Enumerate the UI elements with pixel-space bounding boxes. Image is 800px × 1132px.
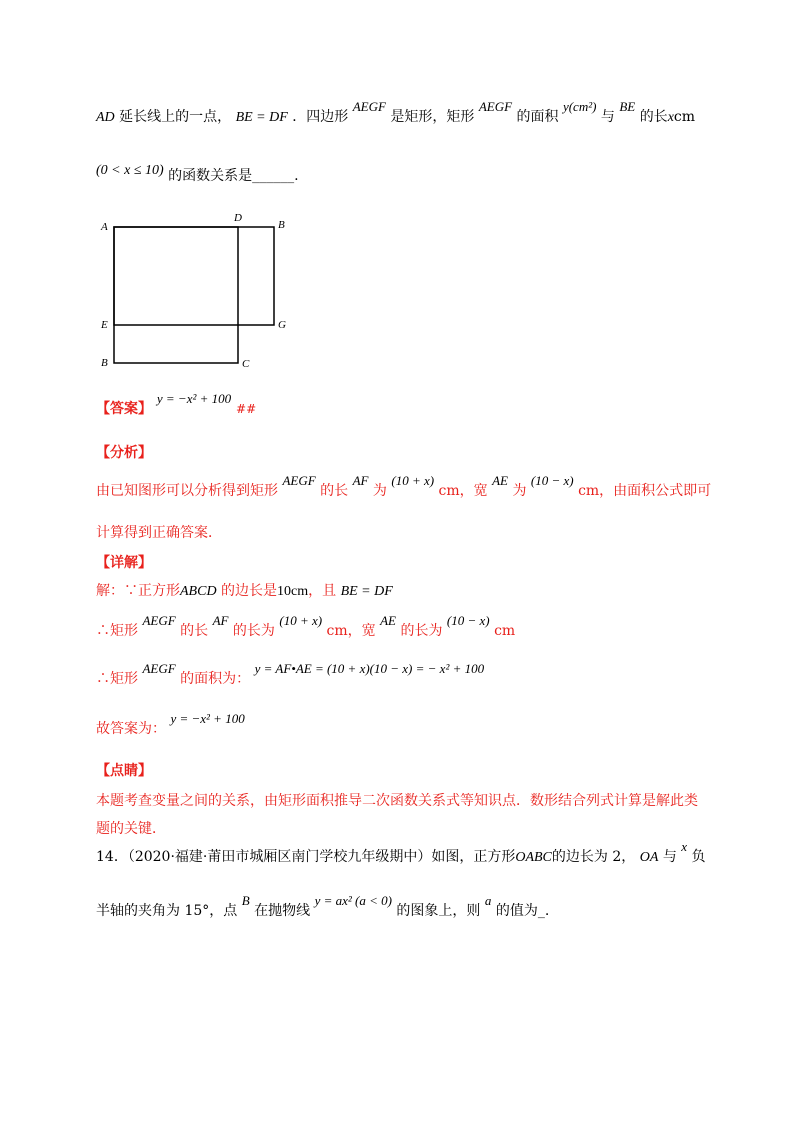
detail-line2 [96, 613, 516, 640]
comment-line2: 题的关键． [96, 821, 166, 837]
text: 的面积 [516, 109, 559, 125]
math-be-df: BE = DF [235, 110, 288, 125]
math-af: AF [352, 473, 369, 488]
text: ∴矩形 [96, 623, 138, 639]
text: 的图象上，则 [396, 903, 481, 919]
math-aegf: AEGF [352, 99, 386, 114]
square-abcd [114, 227, 238, 363]
analysis-label: 【分析】 [96, 445, 152, 461]
math-af: AF [212, 613, 229, 628]
label-e: E [101, 319, 108, 331]
math-10-minus-x: (10 − x) [446, 613, 490, 628]
math-be-df: BE = DF [340, 584, 393, 599]
label-a: A [101, 221, 108, 233]
math-10-plus-x: (10 + x) [279, 613, 323, 628]
detail-label: 【详解】 [96, 555, 152, 571]
math-ae: AE [380, 613, 396, 628]
text: 的面积为： [180, 671, 251, 687]
text: 与 [662, 849, 677, 865]
math-10-minus-x: (10 − x) [530, 473, 574, 488]
text: 负 [691, 849, 706, 865]
text: 是矩形，矩形 [390, 109, 475, 125]
math-domain: (0 < x ≤ 10) [96, 163, 164, 178]
math-10-plus-x: (10 + x) [391, 473, 435, 488]
comment-line1: 本题考查变量之间的关系，由矩形面积推导二次函数关系式等知识点．数形结合列式计算是解此类 [96, 793, 698, 809]
text: cm，宽 [326, 623, 376, 639]
math-x: x [681, 839, 688, 854]
q13-line1 [96, 99, 696, 126]
text: 延长线上的一点， [119, 109, 232, 125]
text: 的长为 [400, 623, 443, 639]
text: 的边长是 [221, 583, 278, 599]
text: cm，宽 [438, 483, 488, 499]
math-aegf: AEGF [142, 613, 176, 628]
q14-line2 [96, 893, 550, 920]
math-a: a [484, 893, 492, 908]
math-y-cm2: y(cm²) [562, 99, 597, 114]
detail-line4 [96, 711, 245, 738]
text: 的长为 [232, 623, 275, 639]
q14-line1 [96, 839, 706, 866]
text: 的长 [320, 483, 349, 499]
math-be: BE [619, 99, 636, 114]
comment-label: 【点睛】 [96, 763, 152, 779]
label-c: C [242, 358, 250, 370]
math-abcd: ABCD [180, 584, 217, 599]
math-10cm: 10cm [277, 584, 309, 599]
text: 的函数关系是______. [168, 168, 299, 184]
text: 为 [512, 483, 527, 499]
answer-expr: y = −x² + 100 [156, 391, 232, 406]
text: 故答案为： [96, 721, 166, 737]
text: 半轴的夹角为 15°，点 [96, 903, 238, 919]
math-x: x [667, 110, 674, 125]
label-g: G [278, 319, 286, 331]
math-aegf: AEGF [282, 473, 316, 488]
math-b: B [241, 893, 250, 908]
text: 由已知图形可以分析得到矩形 [96, 483, 278, 499]
text: cm，由面积公式即可 [578, 483, 712, 499]
math-ae: AE [492, 473, 508, 488]
text: ∴矩形 [96, 671, 138, 687]
math-oabc: OABC [515, 850, 552, 865]
label-b-bottom: B [101, 357, 108, 369]
math-answer: y = −x² + 100 [170, 711, 245, 726]
text: ．四边形 [292, 109, 349, 125]
analysis-line1 [96, 473, 712, 500]
text: 在抛物线 [254, 903, 311, 919]
text: 的值为_. [495, 903, 550, 919]
text: 解：∵正方形 [96, 583, 180, 599]
text: 的长 [180, 623, 209, 639]
analysis-line2: 计算得到正确答案． [96, 525, 222, 541]
text: 与 [600, 109, 615, 125]
detail-line1 [96, 580, 393, 600]
text: cm [494, 623, 516, 639]
text: cm [673, 109, 696, 125]
math-oa: OA [639, 850, 659, 865]
answer-mark: ## [236, 402, 257, 416]
figure-shapes [114, 227, 274, 363]
math-aegf: AEGF [478, 99, 513, 114]
rectangle-aegf [114, 227, 274, 325]
text: 为 [372, 483, 387, 499]
text: 的边长为 2， [551, 849, 636, 865]
text: 的长 [639, 109, 668, 125]
text: 14．（2020·福建·莆田市城厢区南门学校九年级期中）如图，正方形 [96, 849, 516, 865]
rectangle-figure [96, 210, 296, 370]
math-aegf: AEGF [142, 661, 176, 676]
answer-row [96, 391, 257, 418]
label-d: D [234, 212, 242, 224]
answer-label: 【答案】 [96, 401, 152, 417]
math-parabola: y = ax² (a < 0) [314, 893, 392, 908]
detail-line3 [96, 661, 485, 688]
q13-line2 [96, 165, 299, 185]
text: ，且 [308, 583, 337, 599]
label-b: B [278, 219, 285, 231]
math-area-formula: y = AF•AE = (10 + x)(10 − x) = − x² + 100 [254, 661, 485, 676]
math-ad: AD [96, 110, 115, 125]
